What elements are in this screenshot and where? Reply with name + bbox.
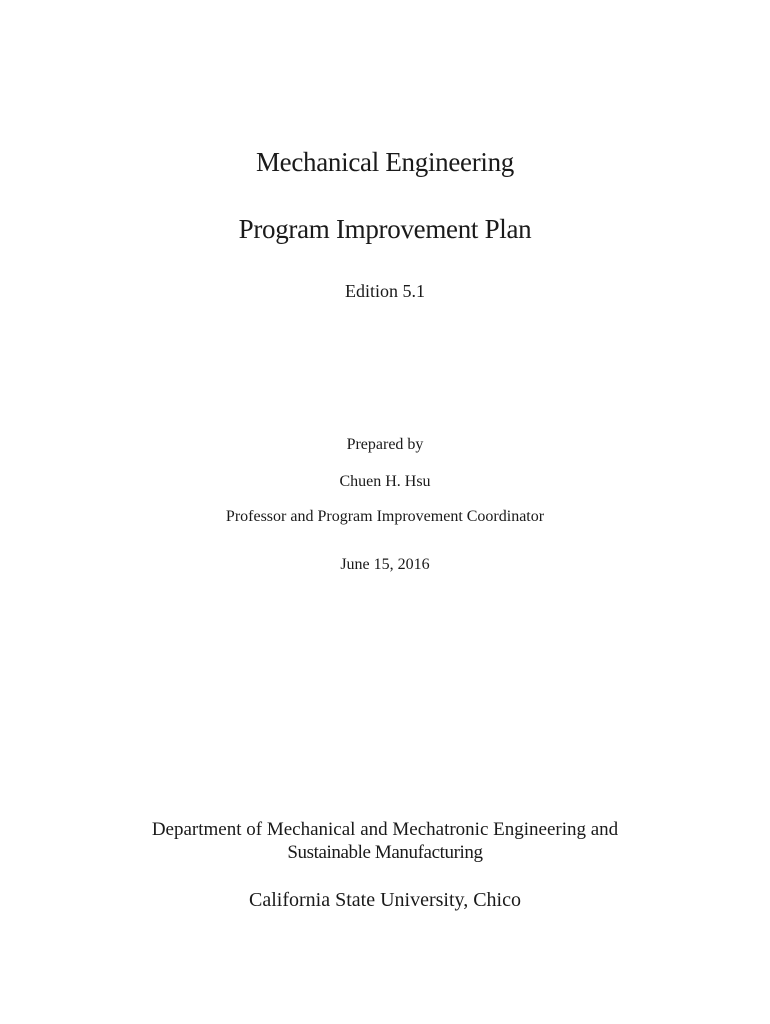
prepared-by-label: Prepared by	[346, 436, 424, 453]
department-line-1: Department of Mechanical and Mechatronic Engineering and	[151, 819, 619, 840]
edition-label: Edition 5.1	[345, 281, 425, 301]
author-role: Professor and Program Improvement Coordinator	[225, 508, 545, 525]
department-line-2: Sustainable Manufacturing	[287, 842, 483, 863]
document-date: June 15, 2016	[340, 556, 430, 573]
document-subtitle: Program Improvement Plan	[238, 214, 532, 244]
author-name: Chuen H. Hsu	[339, 473, 431, 490]
document-title: Mechanical Engineering	[255, 147, 515, 177]
university-name: California State University, Chico	[249, 889, 521, 911]
